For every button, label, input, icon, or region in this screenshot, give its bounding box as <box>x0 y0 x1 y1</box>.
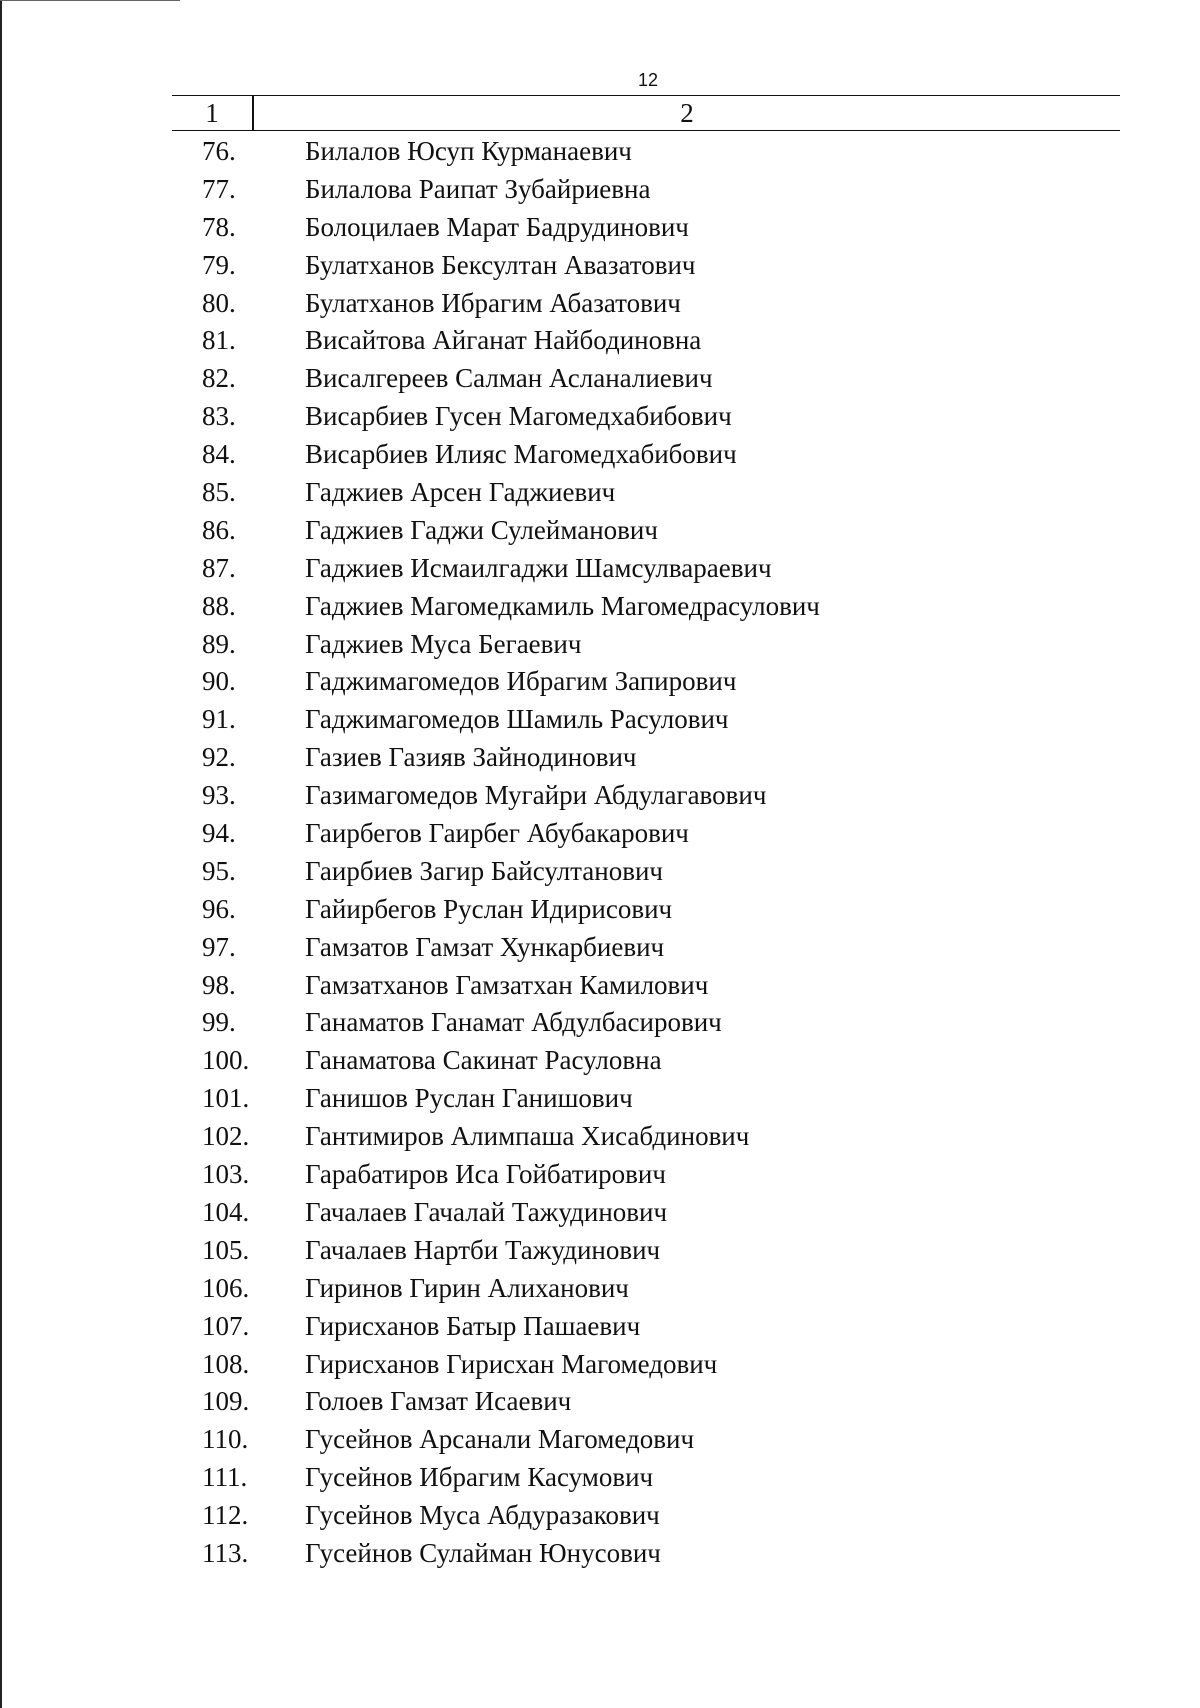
list-item <box>172 1535 1120 1573</box>
list-item-name: Болоцилаев Марат Бадрудинович <box>305 211 689 242</box>
list-item-number: 98. <box>202 969 236 1000</box>
list-item <box>172 1042 1120 1080</box>
list-item-name: Гаджимагомедов Ибрагим Запирович <box>305 666 737 697</box>
header-column-name: 2 <box>680 98 694 128</box>
list-item <box>172 701 1120 739</box>
list-item <box>172 815 1120 853</box>
list-item-number: 90. <box>202 666 236 697</box>
list-item-name: Гусейнов Ибрагим Касумович <box>305 1462 654 1493</box>
list-item-name: Газиев Газияв Зайнодинович <box>305 742 637 773</box>
list-item-name: Ганаматов Ганамат Абдулбасирович <box>305 1007 722 1038</box>
list-item-number: 93. <box>202 780 236 811</box>
list-item-name: Голоев Гамзат Исаевич <box>305 1386 572 1417</box>
list-item-name: Гусейнов Муса Абдуразакович <box>305 1500 660 1531</box>
header-column-number: 1 <box>205 98 219 128</box>
list-item-name: Гамзатов Гамзат Хункарбиевич <box>305 931 665 962</box>
list-item-number: 111. <box>202 1462 248 1493</box>
list-item-number: 109. <box>202 1386 250 1417</box>
list-item-number: 78. <box>202 211 236 242</box>
list-item-number: 94. <box>202 818 236 849</box>
scan-edge-top <box>0 0 180 1</box>
list-item <box>172 891 1120 929</box>
list-item-number: 99. <box>202 1007 236 1038</box>
list-item <box>172 967 1120 1005</box>
table-header <box>172 95 1120 131</box>
list-item <box>172 398 1120 436</box>
list-item <box>172 436 1120 474</box>
list-item-number: 88. <box>202 590 236 621</box>
list-item-name: Билалов Юсуп Курманаевич <box>305 136 632 166</box>
list-item-number: 103. <box>202 1159 250 1190</box>
list-item-name: Гирисханов Гирисхан Магомедович <box>305 1348 718 1379</box>
list-item-number: 108. <box>202 1348 250 1379</box>
list-item-name: Ганишов Руслан Ганишович <box>305 1083 633 1114</box>
list-item-name: Гаирбиев Загир Байсултанович <box>305 855 664 886</box>
list-item <box>172 512 1120 550</box>
page-number: 12 <box>638 70 659 90</box>
list-item <box>172 777 1120 815</box>
list-item-number: 82. <box>202 363 236 394</box>
list-item <box>172 1118 1120 1156</box>
list-item-number: 105. <box>202 1234 250 1265</box>
list-item-name: Гусейнов Арсанали Магомедович <box>305 1424 695 1455</box>
list-item-name: Гирисханов Батыр Пашаевич <box>305 1310 641 1341</box>
list-item-name: Гачалаев Нартби Тажудинович <box>305 1234 661 1265</box>
list-item-number: 104. <box>202 1196 250 1227</box>
list-item <box>172 1497 1120 1535</box>
list-item-name: Булатханов Бексултан Авазатович <box>305 249 696 280</box>
list-item-number: 95. <box>202 855 236 886</box>
list-item-name: Гайирбегов Руслан Идирисович <box>305 893 673 924</box>
list-item-number: 76. <box>202 136 236 166</box>
list-item-name: Висалгереев Салман Асланалиевич <box>305 363 713 394</box>
list-item-name: Булатханов Ибрагим Абазатович <box>305 287 681 318</box>
list-item <box>172 133 1120 171</box>
list-item <box>172 663 1120 701</box>
list-item-number: 97. <box>202 931 236 962</box>
list-item-name: Гаджиев Арсен Гаджиевич <box>305 477 616 508</box>
list-item-number: 102. <box>202 1121 250 1152</box>
list-item <box>172 1383 1120 1421</box>
list-item-name: Билалова Раипат Зубайриевна <box>305 173 651 204</box>
list-item-number: 92. <box>202 742 236 773</box>
list-item <box>172 171 1120 209</box>
list-item-number: 79. <box>202 249 236 280</box>
list-item-number: 96. <box>202 893 236 924</box>
list-item-name: Гаджимагомедов Шамиль Расулович <box>305 704 729 735</box>
scan-edge-left <box>0 0 2 1708</box>
list-item-name: Гаирбегов Гаирбег Абубакарович <box>305 818 689 849</box>
list-item <box>172 285 1120 323</box>
list-item-number: 107. <box>202 1310 250 1341</box>
list-item <box>172 1308 1120 1346</box>
list-item <box>172 1156 1120 1194</box>
list-item-number: 81. <box>202 325 236 356</box>
list-item <box>172 626 1120 664</box>
list-item-name: Гаджиев Гаджи Сулейманович <box>305 514 658 545</box>
list-item-number: 106. <box>202 1272 250 1303</box>
list-item <box>172 209 1120 247</box>
list-item-name: Висайтова Айганат Найбодиновна <box>305 325 702 356</box>
list-item-number: 84. <box>202 439 236 470</box>
list-item-name: Гантимиров Алимпаша Хисабдинович <box>305 1121 750 1152</box>
list-item-name: Газимагомедов Мугайри Абдулагавович <box>305 780 767 811</box>
list-item-number: 112. <box>202 1500 249 1531</box>
list-item <box>172 360 1120 398</box>
list-item-number: 77. <box>202 173 236 204</box>
list-item-number: 87. <box>202 552 236 583</box>
list-item-number: 80. <box>202 287 236 318</box>
list-item <box>172 1080 1120 1118</box>
list-item <box>172 739 1120 777</box>
list-item <box>172 853 1120 891</box>
list-item <box>172 1270 1120 1308</box>
list-item <box>172 1194 1120 1232</box>
list-item-number: 85. <box>202 477 236 508</box>
list-item <box>172 1459 1120 1497</box>
list-item <box>172 247 1120 285</box>
list-item-name: Ганаматова Сакинат Расуловна <box>305 1045 662 1076</box>
list-item-name: Гарабатиров Иса Гойбатирович <box>305 1159 666 1190</box>
list-item <box>172 474 1120 512</box>
list-item-name: Гаджиев Магомедкамиль Магомедрасулович <box>305 590 820 621</box>
list-item-number: 100. <box>202 1045 250 1076</box>
list-item-name: Висарбиев Илияс Магомедхабибович <box>305 439 737 470</box>
list-item <box>172 1346 1120 1384</box>
list-item <box>172 1232 1120 1270</box>
list-item-number: 86. <box>202 514 236 545</box>
list-item <box>172 1004 1120 1042</box>
list-item-number: 83. <box>202 401 236 432</box>
list-item-name: Гусейнов Сулайман Юнусович <box>305 1537 661 1568</box>
list-item-number: 101. <box>202 1083 250 1114</box>
list-item-name: Гиринов Гирин Алиханович <box>305 1272 629 1303</box>
list-item-number: 110. <box>202 1424 249 1455</box>
list-item-number: 89. <box>202 628 236 659</box>
list-item <box>172 588 1120 626</box>
list-item-name: Гачалаев Гачалай Тажудинович <box>305 1196 668 1227</box>
list-item <box>172 550 1120 588</box>
list-item <box>172 1421 1120 1459</box>
list-item-name: Гаджиев Муса Бегаевич <box>305 628 582 659</box>
list-item-number: 91. <box>202 704 236 735</box>
list-item-number: 113. <box>202 1537 249 1568</box>
list-item <box>172 322 1120 360</box>
name-list <box>172 133 1120 1573</box>
list-item-name: Гамзатханов Гамзатхан Камилович <box>305 969 709 1000</box>
list-item <box>172 929 1120 967</box>
list-item-name: Висарбиев Гусен Магомедхабибович <box>305 401 732 432</box>
list-item-name: Гаджиев Исмаилгаджи Шамсулвараевич <box>305 552 772 583</box>
